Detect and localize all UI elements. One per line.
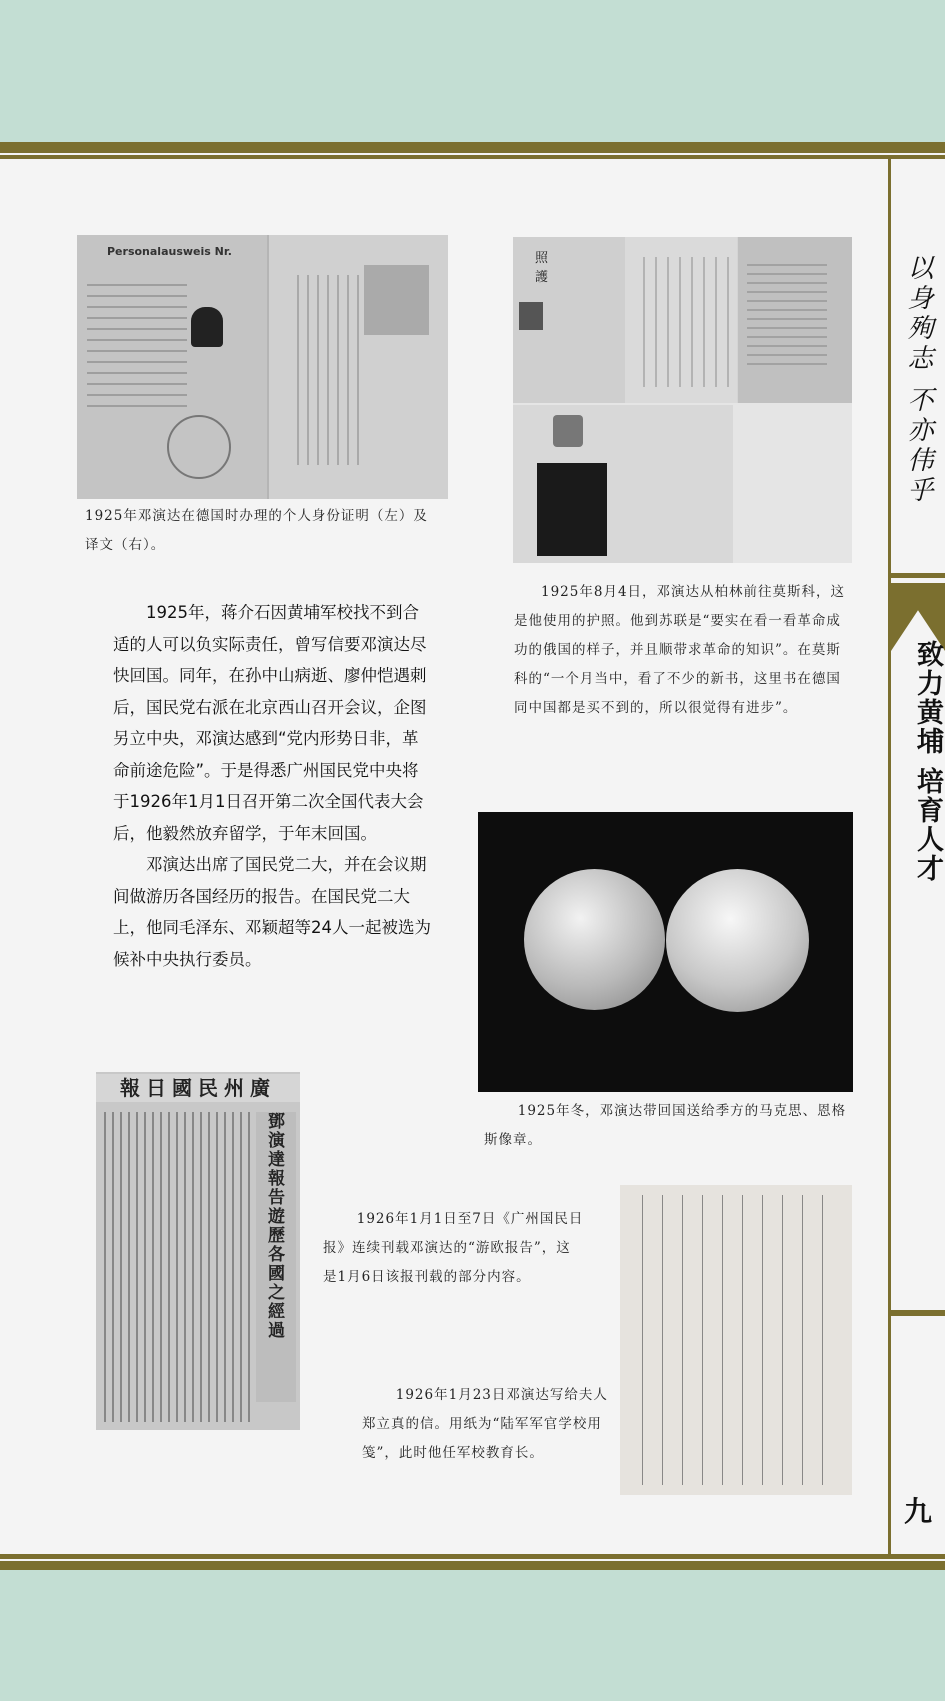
sidebar-divider-gold (891, 573, 945, 578)
caption-medals: 1925年冬，邓演达带回国送给季方的马克思、恩格斯像章。 (484, 1103, 847, 1148)
newspaper-masthead: 報日國民州廣 (96, 1074, 300, 1102)
top-band (0, 0, 945, 142)
caption-id-card: 1925年邓演达在德国时办理的个人身份证明（左）及译文（右）。 (85, 508, 428, 553)
passport-mid-lines (633, 257, 729, 387)
passport-back (738, 237, 852, 403)
passport-page-mid (625, 237, 737, 403)
passport-portrait (537, 463, 607, 556)
id-card-header: Personalausweis Nr. (107, 245, 232, 258)
body-text (113, 597, 435, 975)
newspaper-columns (98, 1112, 253, 1422)
caption-passport: 1925年8月4日，邓演达从柏林前往莫斯科，这是他使用的护照。他到苏联是“要实在看一看革命成功的俄国的样子，并且顺带求革命的知识”。在莫斯科的“一个月当中，看了不少的新书，这里书在德国同中国都是买不到的，所以很觉得有进步”。 (514, 584, 846, 716)
newspaper-headline (256, 1112, 296, 1402)
id-card-portrait (191, 307, 223, 347)
passport-title: 照 護 (535, 251, 579, 285)
sidebar-gold-block (891, 1310, 945, 1316)
caption-newspaper: 1926年1月1日至7日《广州国民日报》连续刊载邓演达的“游欧报告”，这是1月6日该报刊载的部分内容。 (323, 1211, 584, 1285)
letter-photo (620, 1185, 852, 1495)
passport-seal (519, 302, 543, 330)
page-number: 九 (903, 1495, 932, 1528)
id-card-stamp (167, 415, 231, 479)
translation-photo (364, 265, 429, 335)
passport-stamp (553, 415, 583, 447)
medals-photo (478, 812, 853, 1092)
id-card-translation (269, 235, 448, 499)
passport-lower-page (513, 405, 733, 563)
calligraphy: 以身殉志 不亦伟乎 (903, 253, 933, 507)
id-card-lines (87, 275, 187, 415)
bottom-gold-rule (0, 1561, 945, 1570)
id-card-photo (77, 235, 448, 499)
body-paragraph-2: 邓演达出席了国民党二大，并在会议期间做游历各国经历的报告。在国民党二大上，他同毛泽东、邓颖超等24人一起被选为候补中央执行委员。 (113, 855, 431, 969)
caption-letter: 1926年1月23日邓演达写给夫人郑立真的信。用纸为“陆军军官学校用笺”，此时他任军校教育长。 (362, 1387, 608, 1461)
newspaper-photo (96, 1072, 300, 1430)
body-paragraph-1: 1925年，蒋介石因黄埔军校找不到合适的人可以负实际责任，曾写信要邓演达尽快回国。同年，在孙中山病逝、廖仲恺遇刺后，国民党右派在北京西山召开会议，企图另立中央，邓演达感到“党内形势日非，革命前途危险”。于是得悉广州国民党中央将于1926年1月1日召开第二次全国代表大会后，他毅然放弃留学，于年末回国。 (113, 603, 427, 843)
section-title: 致力黄埔 培育人才 (912, 640, 943, 884)
top-gold-rule (0, 142, 945, 153)
passport-page-left (513, 237, 625, 403)
newspaper-headline-text: 鄧演達報告遊歷各國之經過 (264, 1112, 284, 1340)
engels-medal (666, 869, 809, 1012)
passport-photo (513, 237, 852, 563)
marx-medal (524, 869, 665, 1010)
bottom-band (0, 1570, 945, 1701)
translation-lines (289, 275, 359, 465)
letter-handwriting (630, 1195, 840, 1485)
id-card-left (77, 235, 267, 499)
